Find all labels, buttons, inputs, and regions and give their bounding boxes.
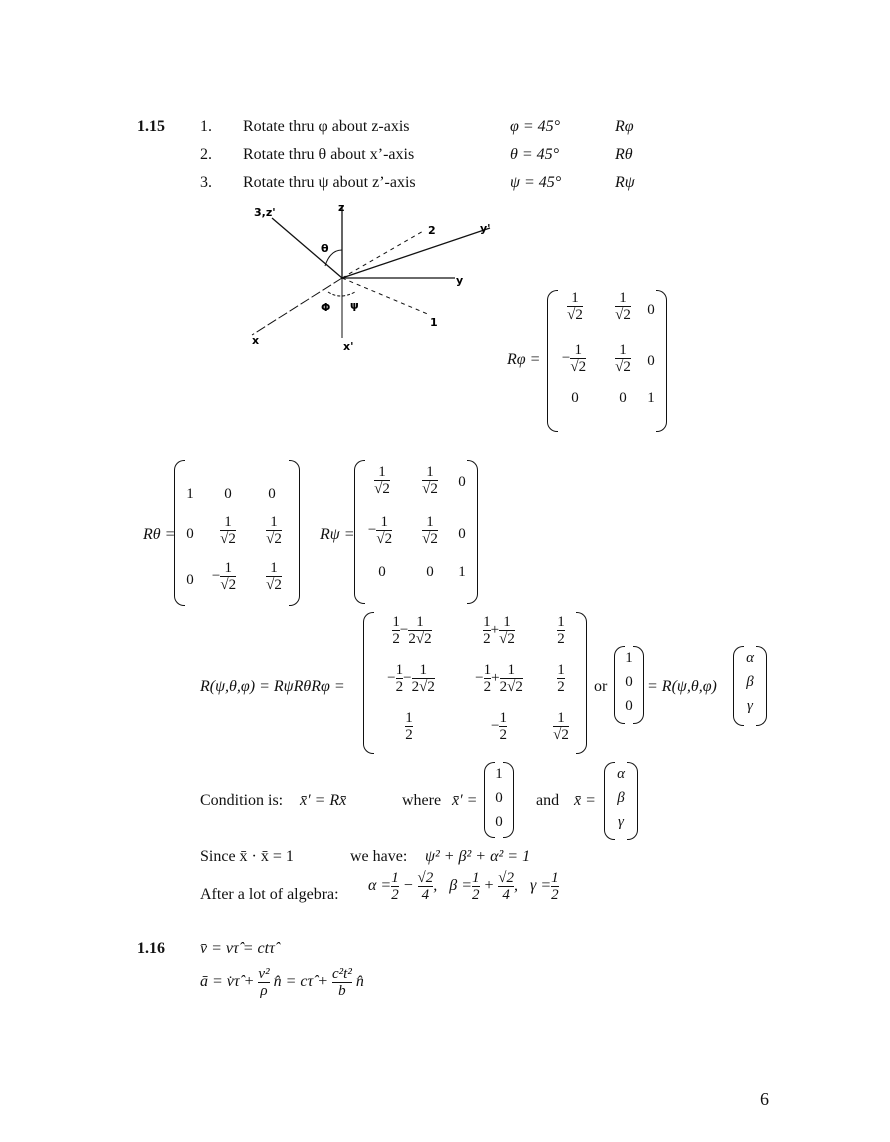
since-text: Since x̄ · x̄ = 1	[200, 848, 294, 865]
z-label: z	[338, 201, 345, 214]
step-angle: φ = 45°	[510, 118, 561, 135]
yprime-axis-line	[342, 228, 490, 278]
theta-label: θ	[321, 242, 329, 255]
x-label: x	[252, 334, 260, 347]
r-full-rhs: = R(ψ,θ,φ)	[647, 678, 717, 695]
condition-eq: x̄′ = Rx̄	[300, 792, 347, 809]
we-have-eq: ψ² + β² + α² = 1	[425, 848, 531, 865]
step-matrix: Rθ	[615, 146, 633, 163]
where-text: where	[402, 792, 442, 809]
condition-text: Condition is:	[200, 792, 284, 809]
where-vector: 1 0 0	[484, 762, 514, 838]
problem-number: 1.16	[137, 940, 165, 957]
step-number: 3.	[200, 174, 212, 191]
page-number: 6	[760, 1089, 769, 1109]
velocity-eq: v̄ = vτ̂ = ctτ̂	[200, 940, 275, 957]
r-phi-label: Rφ =	[507, 351, 541, 368]
r-full-label: R(ψ,θ,φ) = RψRθRφ =	[200, 678, 345, 695]
step-matrix: Rψ	[615, 174, 635, 191]
r-full-matrix: $\frac{1}{2}$ − $\frac{1}{2√2}$ $\frac{1}{2}$ + $\frac{1}{√2}$ $\frac{1}{2}$ − $\frac{1}{2}$ − $\frac{1}{2√2}$ − $\frac{1}{2}$ + $\frac{1}{2√2}$ $\frac{1}{2}$ $\frac{1}{2}$ − $\frac{1}{2}$ $\frac{1}{√2}$	[363, 612, 587, 754]
alpha-vector: α β γ	[733, 646, 767, 726]
step-text: Rotate thru φ about z-axis	[243, 118, 410, 135]
where-eq: x̄′ =	[452, 792, 478, 809]
yprime-label: y'	[480, 222, 491, 235]
step-angle: ψ = 45°	[510, 174, 562, 191]
step-angle: θ = 45°	[510, 146, 560, 163]
step-number: 2.	[200, 146, 212, 163]
r-phi-matrix: $\frac{1}{√2}$ $\frac{1}{√2}$ 0 − $\frac{1}{√2}$ $\frac{1}{√2}$ 0 0 0 1	[547, 290, 667, 432]
and-eq: x̄ =	[574, 792, 596, 809]
psi-label: ψ	[350, 299, 359, 312]
algebra-text: After a lot of algebra:	[200, 886, 339, 903]
phi-label: Φ	[321, 301, 331, 314]
step-text: Rotate thru ψ about z’-axis	[243, 174, 416, 191]
or-text: or	[594, 678, 608, 695]
step-text: Rotate thru θ about x’-axis	[243, 146, 415, 163]
r-theta-matrix: 1 0 0 0 $\frac{1}{√2}$ $\frac{1}{√2}$ 0 − $\frac{1}{√2}$ $\frac{1}{√2}$	[174, 460, 300, 606]
z3-axis-line	[272, 218, 342, 278]
y-label: y	[456, 274, 464, 287]
acceleration-eq: ā = v̇τ̂ + $\frac{\text{v²}}{\rho}$ n̂ = cτ̂ + $\frac{\text{c²t²}}{b}$ n̂	[200, 966, 364, 999]
and-vector: α β γ	[604, 762, 638, 840]
unit-vector: 1 0 0	[614, 646, 644, 724]
axis-1-label: 1	[430, 316, 438, 329]
axis-2-label: 2	[428, 224, 436, 237]
r-theta-label: Rθ =	[143, 526, 176, 543]
we-have-text: we have:	[350, 848, 408, 865]
xprime-label: x'	[343, 340, 354, 353]
r-psi-matrix: $\frac{1}{√2}$ $\frac{1}{√2}$ 0 − $\frac{1}{√2}$ $\frac{1}{√2}$ 0 0 0 1	[354, 460, 478, 604]
r-psi-label: Rψ =	[320, 526, 355, 543]
z3-label: 3,z'	[254, 206, 276, 219]
rotation-diagram	[230, 200, 510, 360]
and-text: and	[536, 792, 560, 809]
problem-number: 1.15	[137, 118, 165, 135]
step-matrix: Rφ	[615, 118, 634, 135]
step-number: 1.	[200, 118, 212, 135]
algebra-result: α = $\frac{1}{2}$ − $\frac{√2}{4}$ , β = $\frac{1}{2}$ + $\frac{√2}{4}$ , γ = $\frac{1}{2}$	[368, 870, 559, 903]
